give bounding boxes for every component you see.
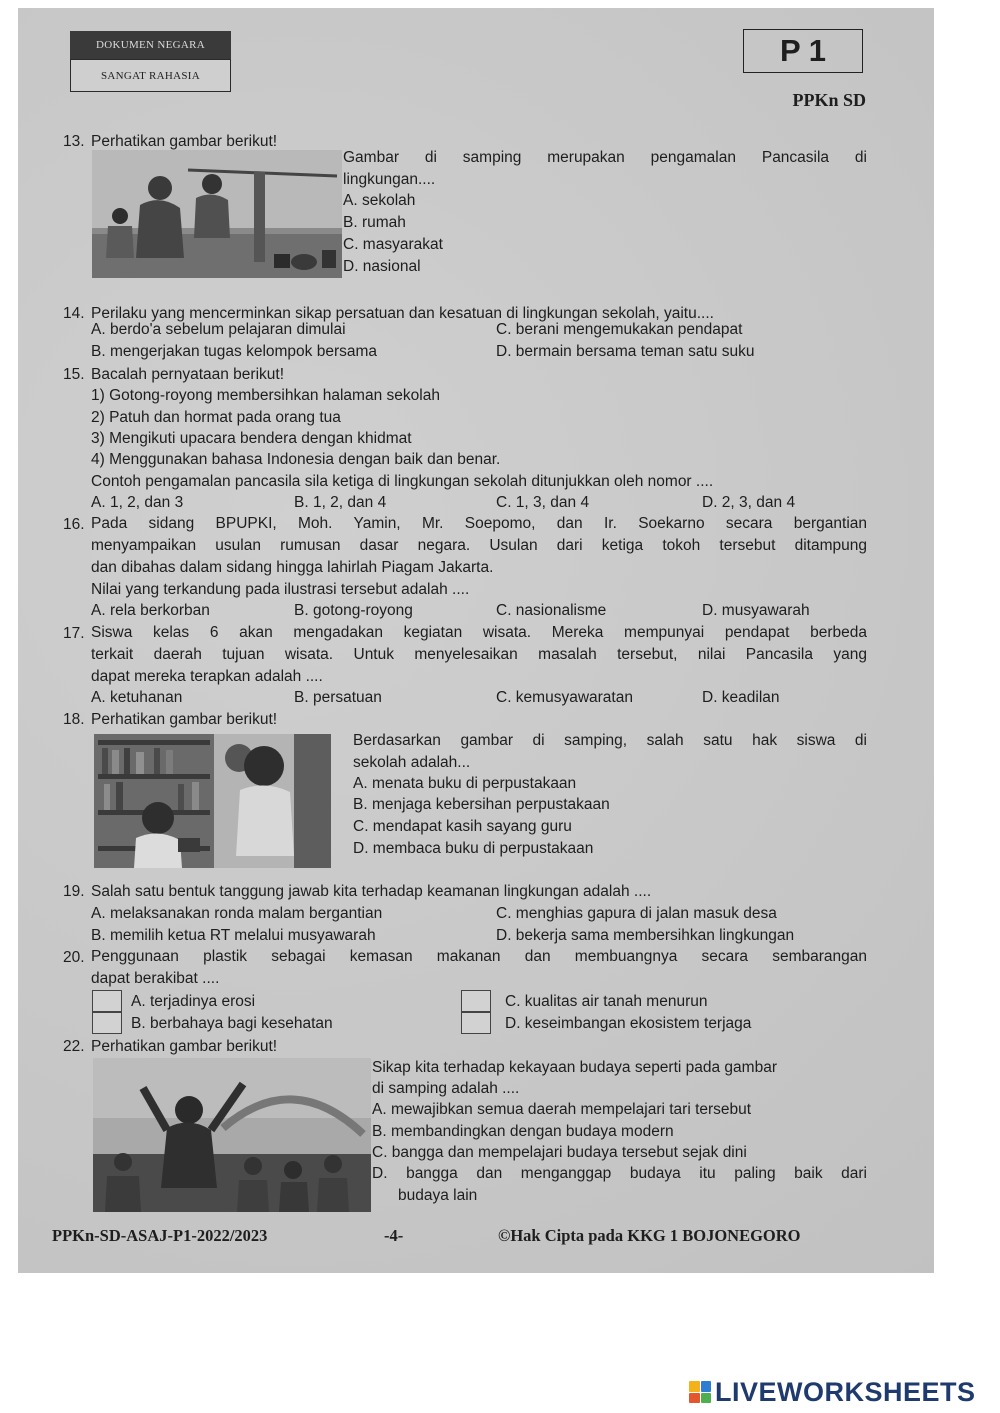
question-19-number: 19. — [63, 883, 85, 900]
question-17-line-1: Siswa kelas 6 akan mengadakan kegiatan wisata. Mereka mempunyai pendapat berbeda — [91, 624, 867, 641]
question-19-option-a[interactable]: A. melaksanakan ronda malam bergantian — [91, 905, 383, 922]
question-22-text-line-1: Sikap kita terhadap kekayaan budaya seperti pada gambar — [372, 1059, 777, 1076]
question-19-text: Salah satu bentuk tanggung jawab kita terhadap keamanan lingkungan adalah .... — [91, 883, 652, 900]
secrecy-label: SANGAT RAHASIA — [70, 59, 231, 92]
question-16-line-2: menyampaikan usulan rumusan dasar negara. Usulan dari ketiga tokoh tersebut ditampung — [91, 537, 867, 554]
question-17-option-d[interactable]: D. keadilan — [702, 689, 780, 706]
liveworksheets-logo — [689, 1377, 976, 1407]
question-22-option-c[interactable]: C. bangga dan mempelajari budaya tersebut sejak dini — [372, 1144, 747, 1161]
question-16-number: 16. — [63, 516, 85, 533]
question-20-option-a[interactable]: A. terjadinya erosi — [131, 993, 256, 1010]
question-15-option-b[interactable]: B. 1, 2, dan 4 — [294, 494, 387, 511]
question-20-line-2: dapat berakibat .... — [91, 970, 220, 987]
question-16-option-d[interactable]: D. musyawarah — [702, 602, 810, 619]
question-15-option-a[interactable]: A. 1, 2, dan 3 — [91, 494, 184, 511]
question-15-prompt: Bacalah pernyataan berikut! — [91, 366, 285, 383]
answer-checkbox-a[interactable] — [92, 990, 122, 1012]
question-18-text-line-1: Berdasarkan gambar di samping, salah satu hak siswa di — [353, 732, 867, 749]
question-13-number: 13. — [63, 133, 85, 150]
question-15-option-d[interactable]: D. 2, 3, dan 4 — [702, 494, 796, 511]
question-16-option-a[interactable]: A. rela berkorban — [91, 602, 210, 619]
question-14-option-d[interactable]: D. bermain bersama teman satu suku — [496, 343, 755, 360]
question-22-option-a[interactable]: A. mewajibkan semua daerah mempelajari tari tersebut — [372, 1101, 752, 1118]
footer-page-number: -4- — [384, 1226, 404, 1245]
question-15-statement-4: 4) Menggunakan bahasa Indonesia dengan baik dan benar. — [91, 451, 501, 468]
question-20-option-c[interactable]: C. kualitas air tanah menurun — [505, 993, 708, 1010]
liveworksheets-grid-icon — [689, 1381, 711, 1403]
question-22-option-d[interactable]: D. bangga dan menganggap budaya itu paling baik dari — [372, 1165, 867, 1182]
question-20-option-d[interactable]: D. keseimbangan ekosistem terjaga — [505, 1015, 752, 1032]
question-13-option-b[interactable]: B. rumah — [343, 214, 406, 231]
question-16-line-1: Pada sidang BPUPKI, Moh. Yamin, Mr. Soepomo, dan Ir. Soekarno secara bergantian — [91, 515, 867, 532]
question-18-option-c[interactable]: C. mendapat kasih sayang guru — [353, 818, 572, 835]
question-14-option-c[interactable]: C. berani mengemukakan pendapat — [496, 321, 743, 338]
traditional-dance-photo — [93, 1058, 371, 1212]
question-13-option-c[interactable]: C. masyarakat — [343, 236, 443, 253]
question-14-option-b[interactable]: B. mengerjakan tugas kelompok bersama — [91, 343, 378, 360]
question-22-option-b[interactable]: B. membandingkan dengan budaya modern — [372, 1123, 674, 1140]
question-20-number: 20. — [63, 949, 85, 966]
liveworksheets-wordmark: LIVEWORKSHEETS — [715, 1376, 976, 1407]
question-14-number: 14. — [63, 305, 85, 322]
question-17-option-c[interactable]: C. kemusyawaratan — [496, 689, 633, 706]
question-20-option-b[interactable]: B. berbahaya bagi kesehatan — [131, 1015, 333, 1032]
question-18-option-b[interactable]: B. menjaga kebersihan perpustakaan — [353, 796, 610, 813]
footer-copyright: ©Hak Cipta pada KKG 1 BOJONEGORO — [498, 1226, 801, 1245]
question-18-number: 18. — [63, 711, 85, 728]
question-19-option-c[interactable]: C. menghias gapura di jalan masuk desa — [496, 905, 777, 922]
question-14-text: Perilaku yang mencerminkan sikap persatuan dan kesatuan di lingkungan sekolah, yaitu.... — [91, 305, 714, 322]
footer-exam-code: PPKn-SD-ASAJ-P1-2022/2023 — [52, 1226, 268, 1245]
question-17-number: 17. — [63, 625, 85, 642]
question-16-option-b[interactable]: B. gotong-royong — [294, 602, 413, 619]
question-15-option-c[interactable]: C. 1, 3, dan 4 — [496, 494, 590, 511]
answer-checkbox-b[interactable] — [92, 1012, 122, 1034]
question-20-line-1: Penggunaan plastik sebagai kemasan makanan dan membuangnya secara sembarangan — [91, 948, 867, 965]
question-22-number: 22. — [63, 1038, 85, 1055]
question-22-option-d-continuation: budaya lain — [398, 1187, 478, 1204]
question-16-option-c[interactable]: C. nasionalisme — [496, 602, 607, 619]
question-13-option-d[interactable]: D. nasional — [343, 258, 421, 275]
answer-checkbox-c[interactable] — [461, 990, 491, 1012]
question-16-question: Nilai yang terkandung pada ilustrasi tersebut adalah .... — [91, 581, 470, 598]
question-22-text-line-2: di samping adalah .... — [372, 1080, 520, 1097]
question-18-option-d[interactable]: D. membaca buku di perpustakaan — [353, 840, 594, 857]
question-17-line-3: dapat mereka terapkan adalah .... — [91, 668, 323, 685]
question-19-option-d[interactable]: D. bekerja sama membersihkan lingkungan — [496, 927, 795, 944]
question-13-option-a[interactable]: A. sekolah — [343, 192, 416, 209]
question-15-statement-1: 1) Gotong-royong membersihkan halaman sekolah — [91, 387, 440, 404]
question-15-statement-2: 2) Patuh dan hormat pada orang tua — [91, 409, 341, 426]
answer-checkbox-d[interactable] — [461, 1012, 491, 1034]
question-16-line-3: dan dibahas dalam sidang hingga lahirlah Piagam Jakarta. — [91, 559, 494, 576]
question-13-text-line-1: Gambar di samping merupakan pengamalan Pancasila di — [343, 149, 867, 166]
question-13-prompt: Perhatikan gambar berikut! — [91, 133, 278, 150]
question-18-option-a[interactable]: A. menata buku di perpustakaan — [353, 775, 577, 792]
question-15-number: 15. — [63, 366, 85, 383]
question-17-line-2: terkait daerah tujuan wisata. Untuk menyelesaikan masalah tersebut, nilai Pancasila yang — [91, 646, 867, 663]
question-18-prompt: Perhatikan gambar berikut! — [91, 711, 278, 728]
question-17-option-a[interactable]: A. ketuhanan — [91, 689, 183, 706]
question-17-option-b[interactable]: B. persatuan — [294, 689, 382, 706]
exam-code-box: P 1 — [743, 29, 863, 73]
document-classification-label: DOKUMEN NEGARA — [70, 31, 231, 59]
question-18-text-line-2: sekolah adalah... — [353, 754, 471, 771]
question-22-prompt: Perhatikan gambar berikut! — [91, 1038, 278, 1055]
subject-title: PPKn SD — [792, 90, 866, 110]
question-15-question: Contoh pengamalan pancasila sila ketiga di lingkungan sekolah ditunjukkan oleh nomor .... — [91, 473, 714, 490]
question-13-text-line-2: lingkungan.... — [343, 171, 436, 188]
question-15-statement-3: 3) Mengikuti upacara bendera dengan khidmat — [91, 430, 412, 447]
family-at-home-illustration — [92, 150, 342, 278]
question-19-option-b[interactable]: B. memilih ketua RT melalui musyawarah — [91, 927, 376, 944]
question-14-option-a[interactable]: A. berdo'a sebelum pelajaran dimulai — [91, 321, 346, 338]
library-students-illustration — [94, 734, 331, 868]
